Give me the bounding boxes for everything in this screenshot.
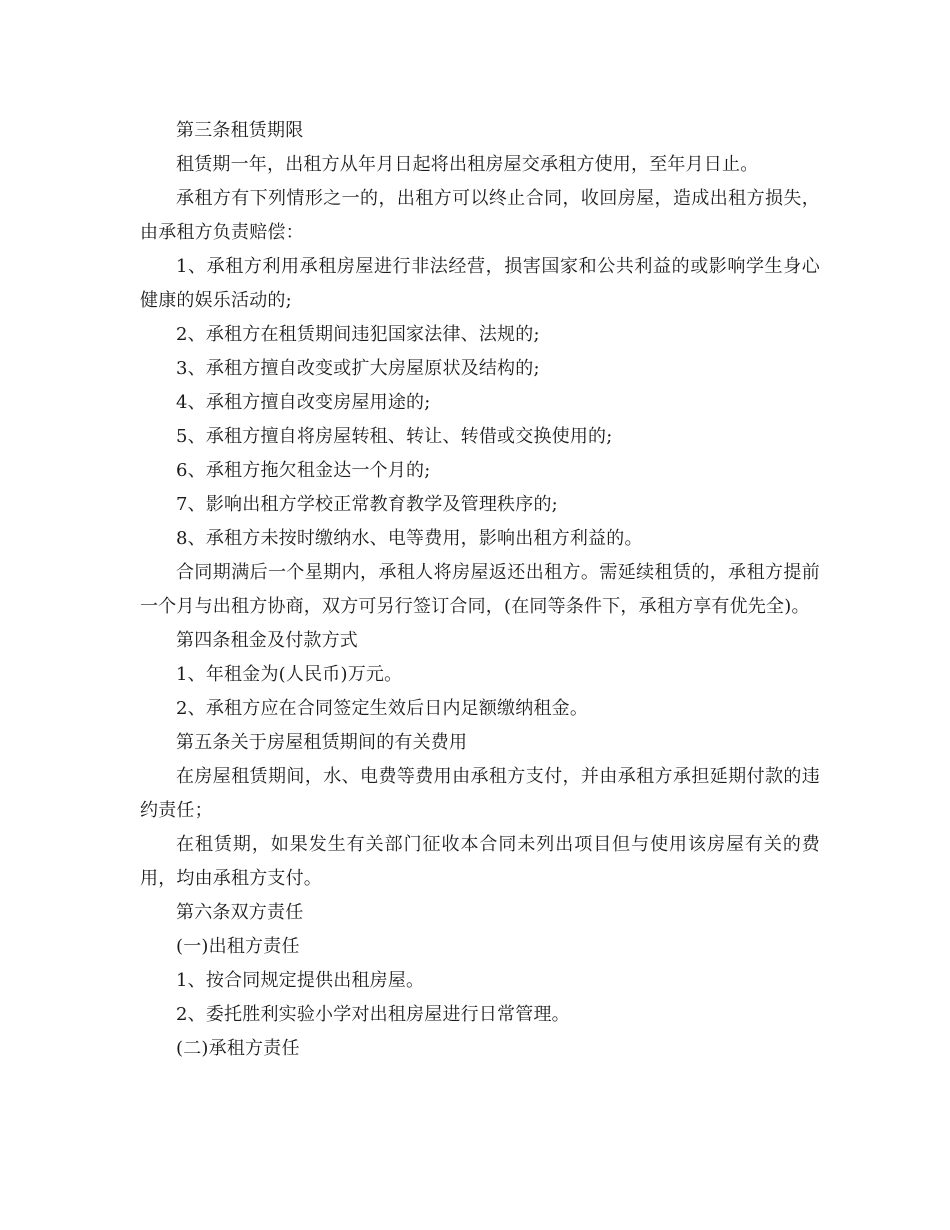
paragraph: 承租方有下列情形之一的，出租方可以终止合同，收回房屋，造成出租方损失，由承租方负责赔偿：: [140, 188, 820, 243]
paragraph: 在房屋租赁期间，水、电费等费用由承租方支付，并由承租方承担延期付款的违约责任；: [140, 766, 820, 821]
subsection-heading-lessor: (一)出租方责任: [176, 936, 300, 957]
paragraph: 在租赁期，如果发生有关部门征收本合同未列出项目但与使用该房屋有关的费用，均由承租方支付。: [140, 834, 820, 889]
document-body: [140, 114, 820, 1066]
list-item: 2、承租方在租赁期间违犯国家法律、法规的;: [176, 324, 540, 345]
list-item: 5、承租方擅自将房屋转租、转让、转借或交换使用的;: [176, 426, 613, 447]
list-item: 8、承租方未按时缴纳水、电等费用，影响出租方利益的。: [176, 528, 643, 549]
list-item: 1、年租金为(人民币)万元。: [176, 664, 403, 685]
list-item: 1、承租方利用承租房屋进行非法经营，损害国家和公共利益的或影响学生身心健康的娱乐活动的;: [140, 256, 820, 311]
section-heading-lease-fees: 第五条关于房屋租赁期间的有关费用: [176, 732, 468, 753]
list-item: 6、承租方拖欠租金达一个月的;: [176, 460, 431, 481]
section-heading-lease-term: 第三条租赁期限: [176, 120, 304, 141]
list-item: 2、委托胜利实验小学对出租房屋进行日常管理。: [176, 1004, 570, 1025]
list-item: 2、承租方应在合同签定生效后日内足额缴纳租金。: [176, 698, 589, 719]
list-item: 7、影响出租方学校正常教育教学及管理秩序的;: [176, 494, 558, 515]
section-heading-rent-payment: 第四条租金及付款方式: [176, 630, 358, 651]
list-item: 3、承租方擅自改变或扩大房屋原状及结构的;: [176, 358, 540, 379]
list-item: 4、承租方擅自改变房屋用途的;: [176, 392, 431, 413]
subsection-heading-lessee: (二)承租方责任: [176, 1038, 300, 1059]
paragraph: 合同期满后一个星期内，承租人将房屋返还出租方。需延续租赁的，承租方提前一个月与出租方协商，双方可另行签订合同，(在同等条件下，承租方享有优先全)。: [140, 562, 820, 617]
paragraph: 租赁期一年，出租方从年月日起将出租房屋交承租方使用，至年月日止。: [176, 154, 759, 175]
list-item: 1、按合同规定提供出租房屋。: [176, 970, 425, 991]
section-heading-responsibilities: 第六条双方责任: [176, 902, 304, 923]
